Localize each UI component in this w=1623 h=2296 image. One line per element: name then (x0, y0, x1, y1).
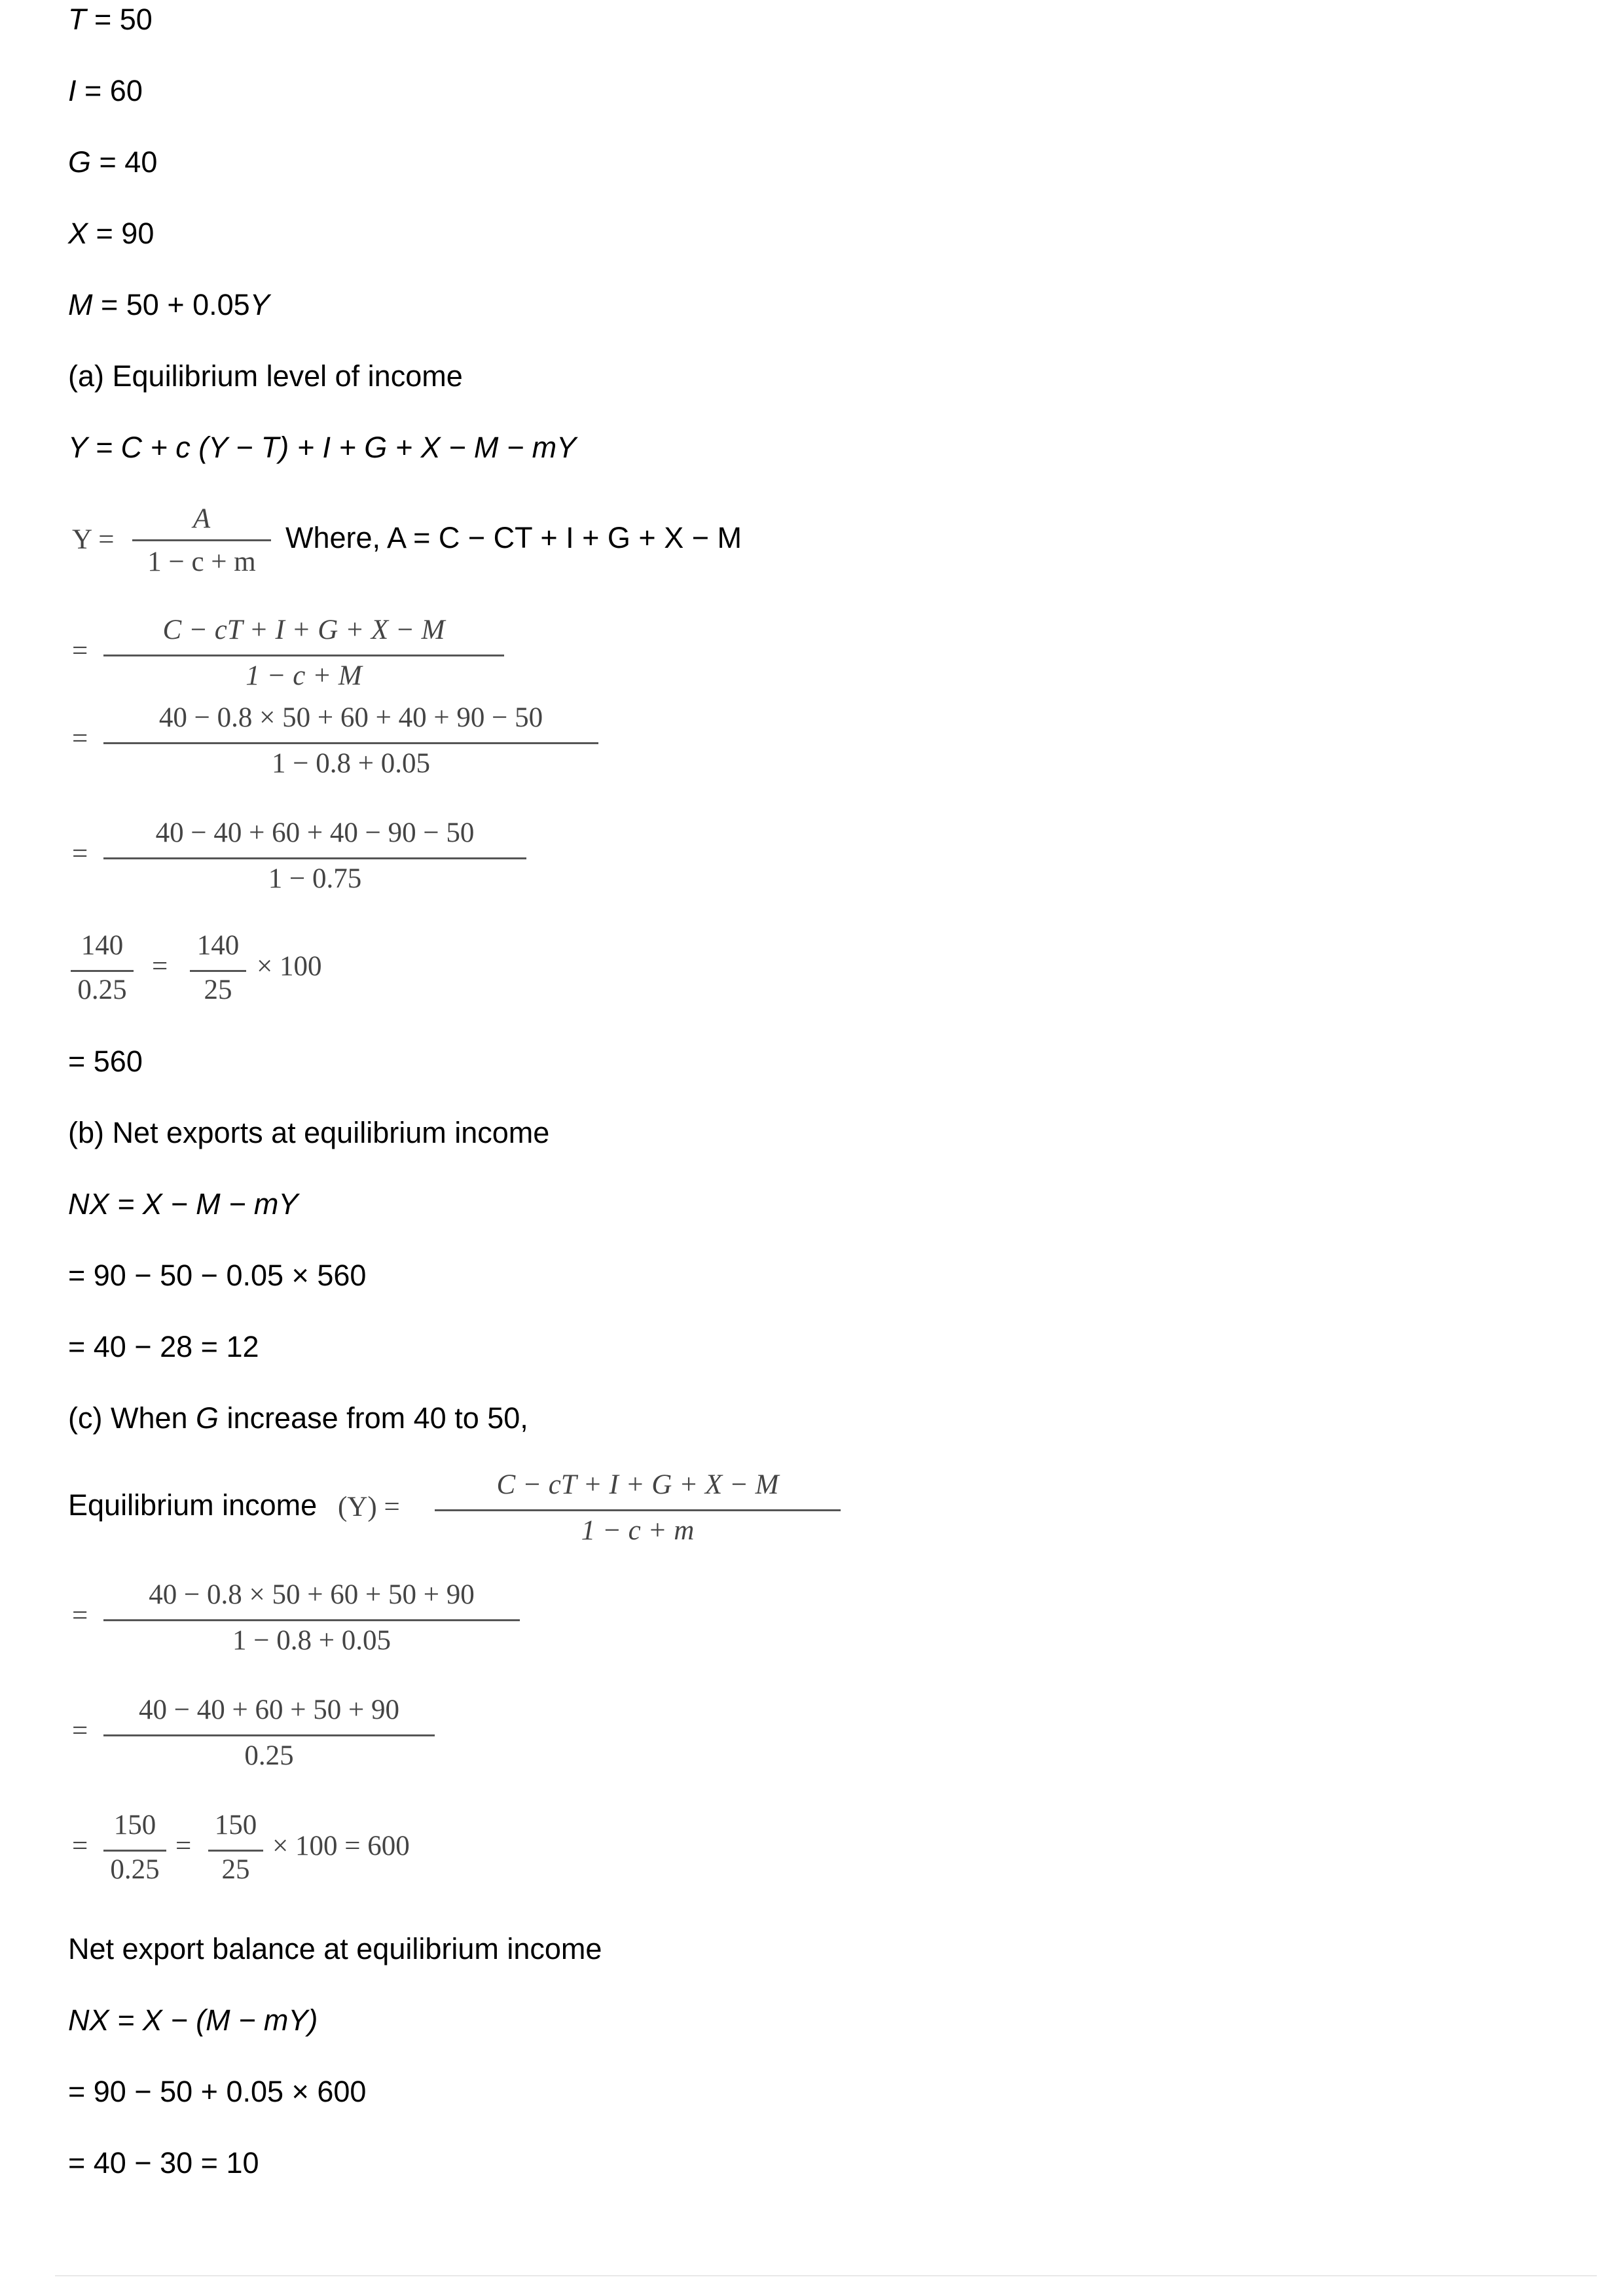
numerator: C − cT + I + G + X − M (496, 1469, 779, 1500)
numerator: 150 (214, 1810, 257, 1840)
numerator: 40 − 40 + 60 + 40 − 90 − 50 (155, 817, 475, 848)
eq-sign: = (72, 636, 88, 666)
part-c-step3-tail: × 100 = 600 (272, 1831, 410, 1861)
part-a-result: = 560 (68, 1045, 143, 1078)
numerator: 140 (196, 930, 240, 961)
part-c-nx-eq2: = 90 − 50 + 0.05 × 600 (68, 2075, 367, 2108)
part-c-eq-fraction (435, 1469, 841, 1550)
eq-sign: = (72, 838, 88, 869)
denominator: 1 − c + M (246, 660, 362, 691)
part-c-step3-frac1 (103, 1809, 166, 1890)
numerator: 40 − 40 + 60 + 50 + 90 (138, 1695, 399, 1725)
numerator: C − cT + I + G + X − M (162, 615, 445, 645)
given-x: X = 90 (68, 217, 155, 250)
given-t: T = 50 (68, 3, 153, 36)
part-a-step1 (103, 614, 504, 695)
eq-sign: = (152, 951, 168, 982)
part-b-heading: (b) Net exports at equilibrium income (68, 1116, 550, 1149)
denominator: 0.25 (244, 1740, 294, 1771)
given-m: M = 50 + 0.05Y (68, 288, 270, 321)
denominator: 0.25 (77, 975, 127, 1005)
part-c-heading: (c) When G increase from 40 to 50, (68, 1401, 528, 1435)
numerator: A (192, 503, 211, 534)
denominator: 1 − 0.75 (268, 863, 362, 894)
part-a-y-fraction (132, 503, 271, 581)
part-a-step4-frac2 (190, 929, 246, 1011)
part-a-step4-frac1 (71, 929, 134, 1011)
part-c-eq-label: Equilibrium income (68, 1488, 318, 1522)
part-b-eq2: = 90 − 50 − 0.05 × 560 (68, 1259, 367, 1292)
denominator: 1 − c + m (581, 1515, 695, 1546)
denominator: 25 (204, 975, 232, 1005)
eq-sign: = (72, 723, 88, 754)
eq-sign: = (72, 1715, 88, 1746)
numerator: 40 − 0.8 × 50 + 60 + 50 + 90 (149, 1579, 475, 1610)
denominator: 25 (221, 1854, 250, 1885)
footer-divider (55, 2275, 1597, 2276)
part-b-eq1: NX = X − M − mY (68, 1187, 299, 1221)
denominator: 1 − 0.8 + 0.05 (271, 748, 430, 779)
numerator: 40 − 0.8 × 50 + 60 + 40 + 90 − 50 (158, 702, 543, 733)
eq-sign: = (72, 1600, 88, 1631)
part-a-where: Where, A = C − CT + I + G + X − M (285, 521, 742, 554)
part-c-step2 (103, 1694, 435, 1775)
part-a-y-lhs: Y = (72, 524, 115, 555)
part-c-eq-label-math: (Y) = (338, 1492, 400, 1522)
part-a-eq1: Y = C + c (Y − T) + I + G + X − M − mY (68, 431, 577, 464)
part-c-step1 (103, 1579, 520, 1660)
numerator: 140 (81, 930, 124, 961)
part-c-step3-frac2 (208, 1809, 263, 1890)
part-a-heading: (a) Equilibrium level of income (68, 359, 463, 393)
eq-sign: = (175, 1831, 192, 1861)
eq-sign: = (72, 1831, 88, 1861)
part-a-step3 (103, 817, 526, 898)
part-a-step4-mul: × 100 (257, 951, 322, 982)
part-c-nx-heading: Net export balance at equilibrium income (68, 1932, 602, 1965)
part-b-eq3: = 40 − 28 = 12 (68, 1330, 259, 1363)
given-g: G = 40 (68, 145, 158, 179)
part-c-nx-eq3: = 40 − 30 = 10 (68, 2146, 259, 2179)
part-a-step2 (103, 702, 598, 783)
denominator: 1 − c + m (147, 547, 256, 577)
part-c-nx-eq1: NX = X − (M − mY) (68, 2003, 318, 2037)
numerator: 150 (113, 1810, 156, 1840)
denominator: 0.25 (110, 1854, 160, 1885)
given-i: I = 60 (68, 74, 143, 107)
denominator: 1 − 0.8 + 0.05 (232, 1625, 391, 1656)
